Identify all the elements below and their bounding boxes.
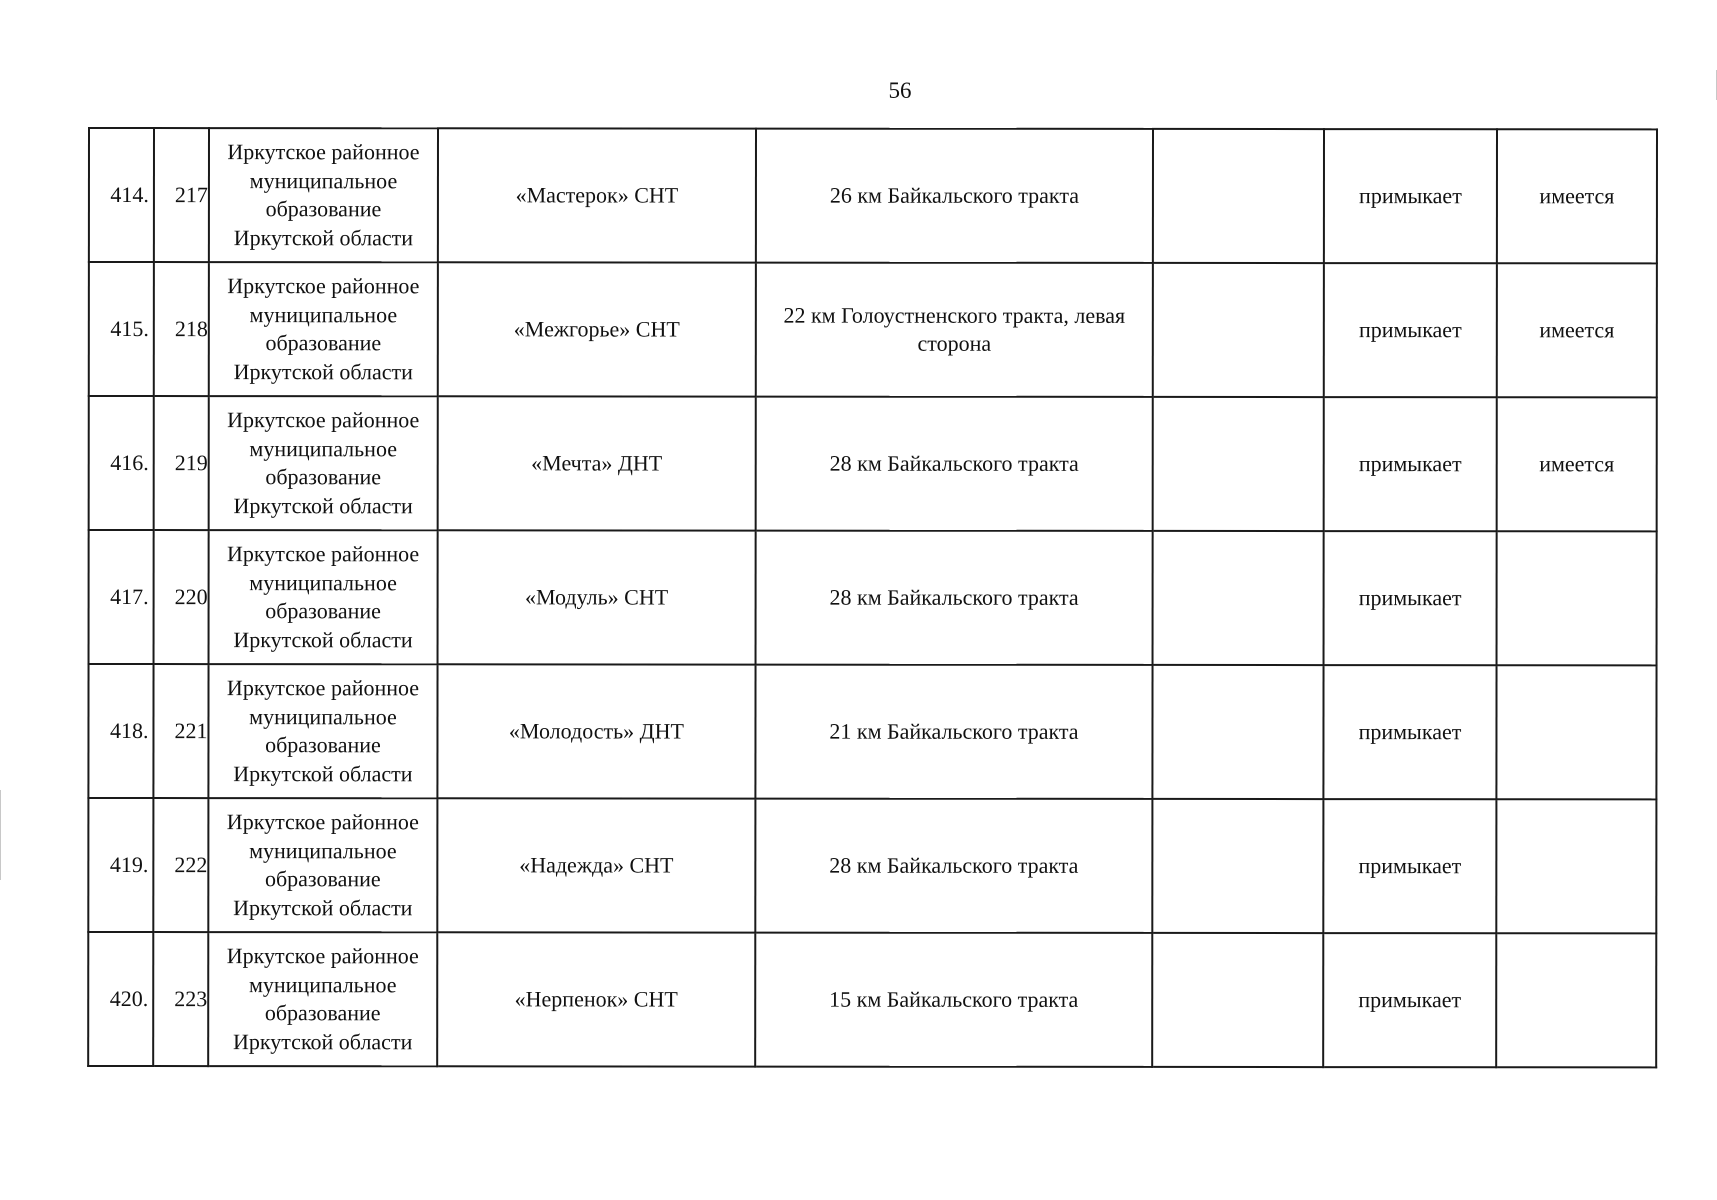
adjacency-cell: примыкает [1323,933,1496,1067]
name-cell: «Мастерок» СНТ [438,128,756,262]
municipality-cell: Иркутское районное муниципальное образование Иркутской области [208,798,437,932]
municipality-cell: Иркутское районное муниципальное образование Иркутской области [208,932,437,1066]
name-cell: «Мечта» ДНТ [438,396,756,530]
row-number-cell: 420. [88,932,153,1066]
name-cell: «Межгорье» СНТ [438,262,756,396]
empty-cell [1153,129,1324,263]
row-number-cell: 415. [89,262,154,396]
availability-cell: имеется [1497,263,1657,397]
municipality-cell: Иркутское районное муниципальное образование Иркутской области [209,530,438,664]
empty-cell [1152,799,1323,933]
empty-cell [1152,933,1323,1067]
row-number-cell: 416. [89,396,154,530]
adjacency-cell: примыкает [1324,531,1497,665]
municipality-cell: Иркутское районное муниципальное образование Иркутской области [209,262,438,396]
location-cell: 28 км Байкальского тракта [755,799,1152,933]
sub-number-cell: 223 [153,932,208,1066]
table-row [89,396,1657,531]
empty-cell [1153,263,1324,397]
table-body [88,128,1657,1067]
sub-number-cell: 221 [153,664,208,798]
location-cell: 22 км Голоустненского тракта, левая сторона [756,263,1153,397]
availability-cell [1496,933,1656,1067]
row-number-cell: 418. [88,664,153,798]
scan-edge-mark [0,790,1,880]
availability-cell: имеется [1497,129,1657,263]
adjacency-cell: примыкает [1324,397,1497,531]
name-cell: «Молодость» ДНТ [437,664,755,798]
row-number-cell: 419. [88,798,153,932]
empty-cell [1152,665,1323,799]
sub-number-cell: 219 [154,396,209,530]
name-cell: «Нерпенок» СНТ [437,932,755,1066]
row-number-cell: 417. [89,530,154,664]
location-cell: 15 км Байкальского тракта [755,933,1152,1067]
empty-cell [1153,397,1324,531]
adjacency-cell: примыкает [1324,129,1497,263]
table-row [88,798,1656,933]
registry-table [87,127,1658,1068]
municipality-cell: Иркутское районное муниципальное образование Иркутской области [208,664,437,798]
availability-cell [1496,799,1656,933]
municipality-cell: Иркутское районное муниципальное образование Иркутской области [209,396,438,530]
location-cell: 28 км Байкальского тракта [756,531,1153,665]
table-row [89,128,1657,263]
empty-cell [1153,531,1324,665]
location-cell: 21 км Байкальского тракта [755,665,1152,799]
availability-cell: имеется [1497,397,1657,531]
sub-number-cell: 217 [154,128,209,262]
sub-number-cell: 222 [153,798,208,932]
row-number-cell: 414. [89,128,154,262]
name-cell: «Надежда» СНТ [437,798,755,932]
adjacency-cell: примыкает [1323,665,1496,799]
availability-cell [1496,665,1656,799]
table-row [89,262,1657,397]
availability-cell [1497,531,1657,665]
adjacency-cell: примыкает [1323,799,1496,933]
municipality-cell: Иркутское районное муниципальное образование Иркутской области [209,128,438,262]
page-number: 56 [888,78,912,103]
sub-number-cell: 218 [154,262,209,396]
table-row [89,530,1657,665]
location-cell: 26 км Байкальского тракта [756,129,1153,263]
name-cell: «Модуль» СНТ [438,530,756,664]
table-row [88,664,1656,799]
table-row [88,932,1656,1067]
location-cell: 28 км Байкальского тракта [756,397,1153,531]
adjacency-cell: примыкает [1324,263,1497,397]
sub-number-cell: 220 [154,530,209,664]
